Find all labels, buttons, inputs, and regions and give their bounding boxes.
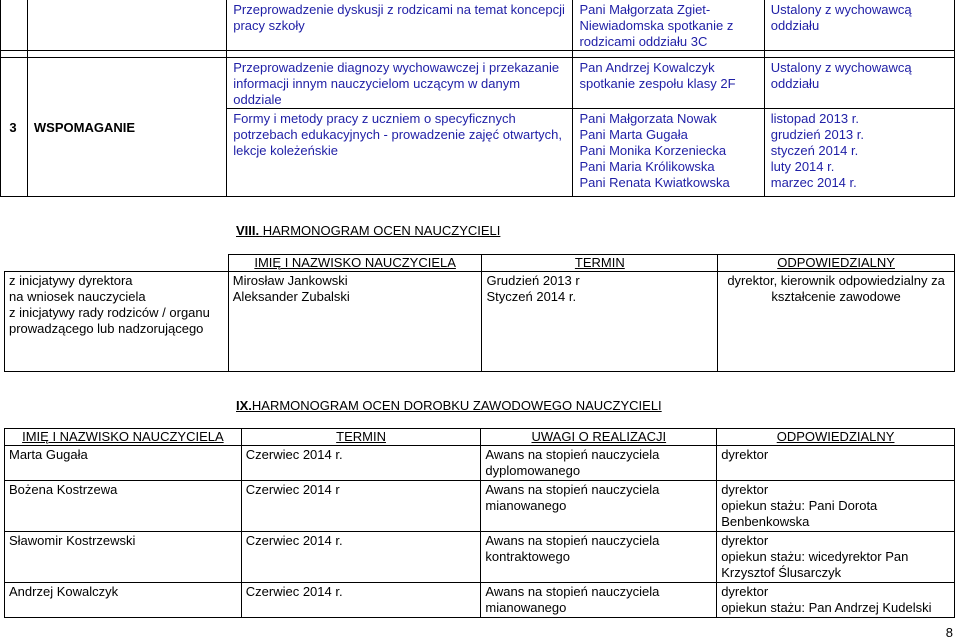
responsible-cell: dyrektor opiekun stażu: Pan Andrzej Kudelski: [717, 583, 955, 618]
column-header: UWAGI O REALIZACJI: [481, 429, 717, 446]
responsible-cell: dyrektor: [717, 446, 955, 481]
responsible-cell: dyrektor opiekun stażu: wicedyrektor Pan Krzysztof Ślusarczyk: [717, 532, 955, 583]
person-item: Pani Monika Korzeniecka: [579, 143, 727, 158]
section-number: 3: [1, 58, 28, 197]
initiator-item: z inicjatywy rady rodziców / organu prowadzącego lub nadzorującego: [9, 305, 210, 336]
date-list: [482, 272, 718, 372]
table-row: [5, 446, 955, 481]
note-cell: Awans na stopień nauczyciela mianowanego: [481, 583, 717, 618]
responsible-cell: Ustalony z wychowawcą oddziału: [764, 0, 954, 51]
person-item: Pani Maria Królikowska: [579, 159, 715, 174]
plan-table: [0, 0, 955, 197]
responsible-cell: dyrektor, kierownik odpowiedzialny za kształcenie zawodowe: [718, 272, 955, 372]
date-cell: Czerwiec 2014 r: [241, 481, 481, 532]
initiator-item: na wniosek nauczyciela: [9, 289, 146, 304]
person-item: Pani Małgorzata Nowak: [579, 111, 717, 126]
activity-cell: Przeprowadzenie dyskusji z rodzicami na temat koncepcji pracy szkoły: [227, 0, 573, 51]
date-list: [764, 109, 954, 197]
date-item: grudzień 2013 r.: [770, 127, 864, 142]
person-list: [573, 109, 764, 197]
initiator-list: [5, 272, 229, 372]
table-row: [5, 272, 955, 372]
note-cell: Awans na stopień nauczyciela mianowanego: [481, 481, 717, 532]
person-cell: Pani Małgorzata Zgiet-Niewiadomska spotkanie z rodzicami oddziału 3C: [573, 0, 764, 51]
responsible-cell: dyrektor opiekun stażu: Pani Dorota Benbenkowska: [717, 481, 955, 532]
date-item: Grudzień 2013 r: [486, 273, 580, 288]
name-item: Aleksander Zubalski: [232, 289, 350, 304]
date-item: luty 2014 r.: [770, 159, 835, 174]
name-list: [228, 272, 482, 372]
name-cell: Marta Gugała: [5, 446, 242, 481]
column-header: IMIĘ I NAZWISKO NAUCZYCIELA: [5, 429, 242, 446]
date-item: listopad 2013 r.: [770, 111, 859, 126]
activity-cell: Formy i metody pracy z uczniem o specyficznych potrzebach edukacyjnych - prowadzenie zajęć otwartych, lekcje koleżeńskie: [227, 109, 573, 197]
evaluation-schedule-table: [4, 254, 955, 372]
name-item: Mirosław Jankowski: [232, 273, 348, 288]
table-row: [1, 0, 955, 51]
date-item: marzec 2014 r.: [770, 175, 857, 190]
column-header: TERMIN: [241, 429, 481, 446]
date-cell: Czerwiec 2014 r.: [241, 583, 481, 618]
page-number: 8: [945, 625, 953, 640]
activity-cell: Przeprowadzenie diagnozy wychowawczej i przekazanie informacji innym nauczycielom uczącym w danym oddziale: [227, 58, 573, 109]
note-cell: Awans na stopień nauczyciela dyplomowanego: [481, 446, 717, 481]
table-header-row: [5, 255, 955, 272]
table-header-row: [5, 429, 955, 446]
date-item: styczeń 2014 r.: [770, 143, 859, 158]
table-row: [1, 58, 955, 109]
name-cell: Andrzej Kowalczyk: [5, 583, 242, 618]
promotion-schedule-table: [4, 428, 955, 618]
person-item: Pani Renata Kwiatkowska: [579, 175, 730, 190]
note-cell: Awans na stopień nauczyciela kontraktowego: [481, 532, 717, 583]
column-header: IMIĘ I NAZWISKO NAUCZYCIELA: [228, 255, 482, 272]
person-cell: Pan Andrzej Kowalczyk spotkanie zespołu klasy 2F: [573, 58, 764, 109]
person-item: Pani Marta Gugała: [579, 127, 688, 142]
column-header: ODPOWIEDZIALNY: [718, 255, 955, 272]
date-cell: Czerwiec 2014 r.: [241, 446, 481, 481]
section-heading: IX.HARMONOGRAM OCEN DOROBKU ZAWODOWEGO NAUCZYCIELI: [236, 398, 662, 413]
section-heading: VIII. HARMONOGRAM OCEN NAUCZYCIELI: [236, 223, 501, 238]
name-cell: Bożena Kostrzewa: [5, 481, 242, 532]
responsible-cell: Ustalony z wychowawcą oddziału: [764, 58, 954, 109]
name-cell: Sławomir Kostrzewski: [5, 532, 242, 583]
section-name: WSPOMAGANIE: [27, 58, 226, 197]
column-header: ODPOWIEDZIALNY: [717, 429, 955, 446]
date-item: Styczeń 2014 r.: [486, 289, 577, 304]
table-row: [5, 481, 955, 532]
date-cell: Czerwiec 2014 r.: [241, 532, 481, 583]
table-row: [5, 532, 955, 583]
table-row: [5, 583, 955, 618]
column-header: TERMIN: [482, 255, 718, 272]
initiator-item: z inicjatywy dyrektora: [9, 273, 133, 288]
